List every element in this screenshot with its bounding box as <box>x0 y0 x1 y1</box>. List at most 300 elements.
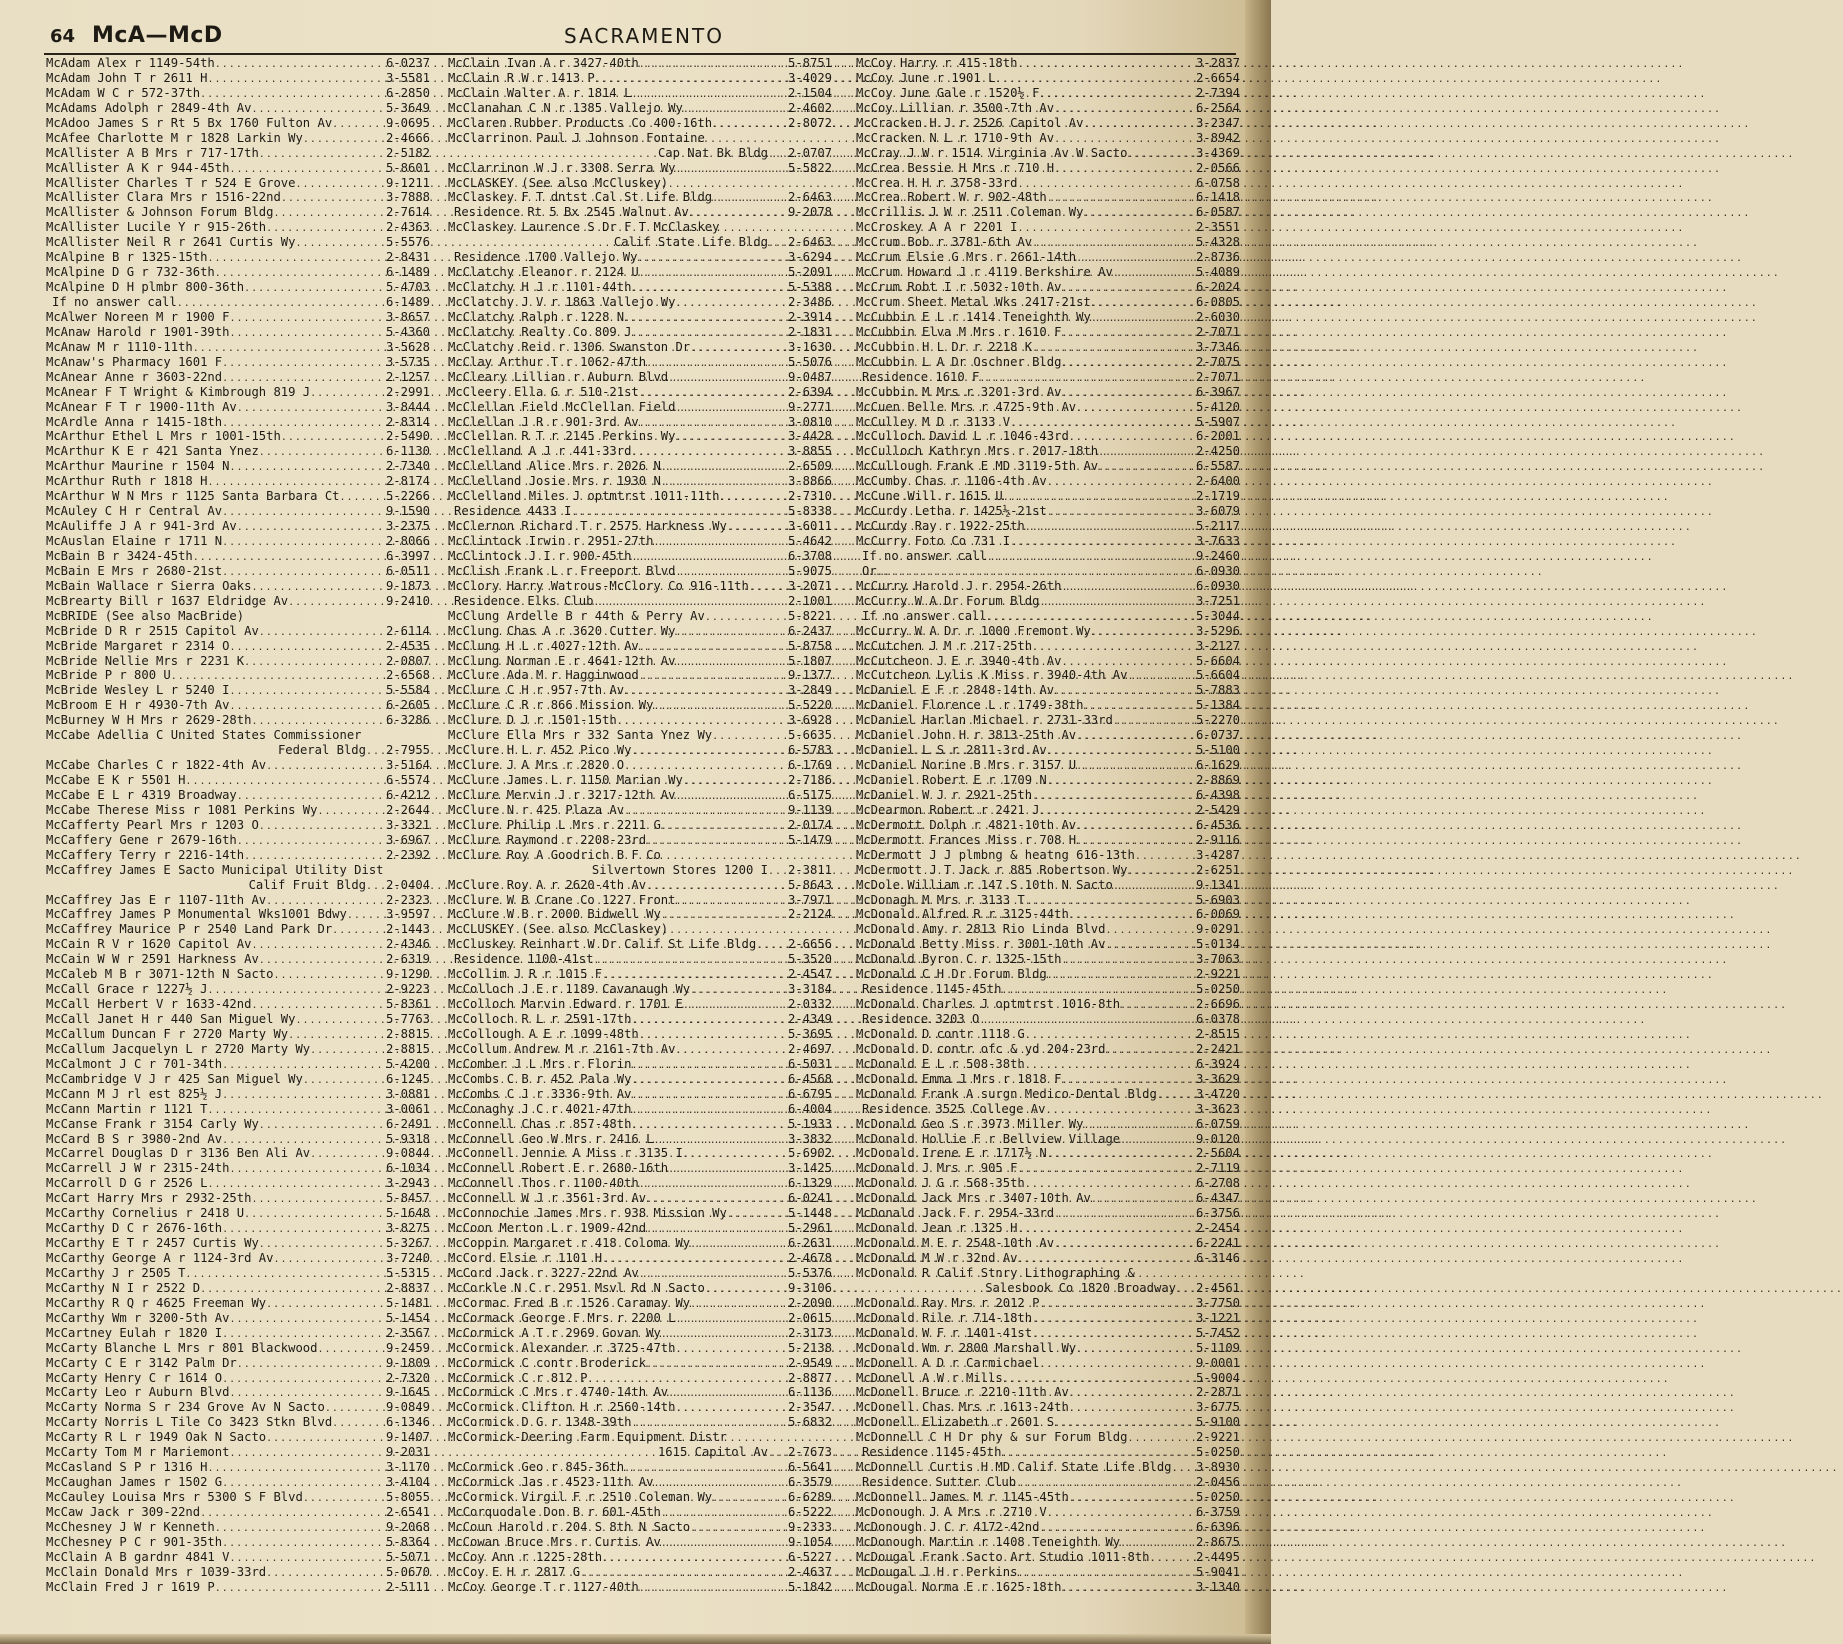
phone-number: 2-7186 <box>787 773 832 787</box>
listing-name: McClain Fred J r 1619 P <box>46 1579 215 1594</box>
leader-dots <box>690 1238 782 1253</box>
phone-number: 6-0805 <box>1195 295 1240 309</box>
listing-entry <box>856 1445 1240 1460</box>
leader-dots <box>1047 476 1190 491</box>
phone-number: 9-3106 <box>787 1280 832 1295</box>
phone-number: 6-6396 <box>1195 1519 1240 1534</box>
listing-entry <box>856 400 1240 415</box>
listing-name: McDaniel Florence L r 1749-38th <box>856 698 1084 713</box>
listing-entry <box>448 878 832 893</box>
phone-number: 2-3173 <box>787 1325 832 1340</box>
listing-entry <box>46 848 430 863</box>
phone-number: 6-4347 <box>1195 1191 1240 1206</box>
leader-dots <box>222 536 380 551</box>
listing-entry <box>46 1132 430 1147</box>
listing-entry <box>856 654 1240 669</box>
phone-number: 2-2991 <box>385 384 430 399</box>
listing-name: McCarty C E r 3142 Palm Dr <box>46 1355 237 1370</box>
leader-dots <box>1017 222 1190 237</box>
listing-name: McCallum Jacquelyn L r 2720 Marty Wy <box>46 1041 311 1056</box>
phone-number: 2-4547 <box>787 967 832 982</box>
phone-number: 5-5576 <box>385 235 430 250</box>
leader-dots <box>661 1537 782 1552</box>
phone-number: 6-1418 <box>1195 190 1240 205</box>
listing-name: McDonnell James M r 1145-45th <box>856 1490 1069 1504</box>
listing-entry <box>448 1146 832 1161</box>
directory-column-3 <box>856 56 1240 1595</box>
listing-entry <box>46 504 430 519</box>
phone-number: 3-3184 <box>787 982 832 997</box>
listing-entry <box>46 534 430 549</box>
phone-number: 2-6654 <box>1195 70 1240 85</box>
listing-name: McCarty Norris L Tile Co 3423 Stkn Blvd <box>46 1415 333 1430</box>
listing-entry <box>448 250 832 265</box>
listing-entry <box>448 1117 832 1132</box>
phone-number: 3-7251 <box>1195 593 1240 608</box>
leader-dots <box>631 1089 782 1104</box>
phone-number: 6-3579 <box>787 1475 832 1490</box>
listing-entry <box>448 788 832 803</box>
listing-entry <box>856 713 1240 728</box>
listing-name: McAllister A K r 944-45th <box>46 160 230 175</box>
listing-entry <box>46 1490 430 1505</box>
listing-entry <box>856 190 1240 205</box>
leader-dots <box>646 1358 782 1373</box>
leader-dots <box>1061 954 1190 969</box>
phone-number: 5-8221 <box>787 608 832 623</box>
listing-name: McCoy Ann r 1225-28th <box>448 1549 603 1564</box>
phone-number: 6-1769 <box>787 758 832 773</box>
listing-entry <box>448 579 832 594</box>
phone-number: 5-2266 <box>385 489 430 504</box>
listing-entry <box>856 250 1240 265</box>
listing-entry <box>46 1505 430 1520</box>
phone-number: 6-2437 <box>787 623 832 638</box>
listing-entry <box>46 1430 430 1445</box>
listing-entry <box>856 1550 1240 1565</box>
phone-number: 2-3486 <box>787 295 832 309</box>
listing-name: McDaniel L S r 2811-3rd Av <box>856 743 1047 758</box>
phone-number: 5-6903 <box>1195 892 1240 907</box>
leader-dots <box>1039 596 1190 611</box>
listing-entry <box>448 340 832 355</box>
listing-name: McCaffrey Maurice P r 2540 Land Park Dr <box>46 922 333 937</box>
phone-number: 2-8515 <box>1195 1026 1240 1041</box>
listing-name: McChesney P C r 901-35th <box>46 1534 223 1549</box>
listing-entry <box>448 818 832 833</box>
leader-dots <box>1120 1134 1190 1149</box>
listing-name: McDougal Frank Sacto Art Studio 1011-8th <box>856 1549 1150 1564</box>
phone-number: 5-8643 <box>787 877 832 892</box>
listing-name: McCarthy E T r 2457 Curtis Wy <box>46 1236 259 1251</box>
listing-entry <box>856 1341 1240 1356</box>
listing-name: McCLUSKEY (See also McClaskey) <box>448 922 669 937</box>
phone-number: 2-8815 <box>385 1041 430 1056</box>
listing-entry <box>856 1072 1240 1087</box>
listing-name: McClure Philip L Mrs r 2211 G <box>448 817 661 832</box>
listing-name: McClatchy Eleanor r 2124 U <box>448 265 639 280</box>
leader-dots <box>303 1074 380 1089</box>
listing-name: McArthur Ethel L Mrs r 1001-15th <box>46 429 281 444</box>
phone-number: 3-5296 <box>1195 623 1240 638</box>
listing-name: McChesney J W r Kenneth <box>46 1519 215 1534</box>
phone-number: 2-3914 <box>787 309 832 324</box>
listing-entry <box>448 1027 832 1042</box>
listing-entry <box>856 534 1240 549</box>
phone-number: 5-8364 <box>385 1534 430 1549</box>
listing-entry <box>46 1415 430 1430</box>
phone-number: 5-5315 <box>385 1265 430 1280</box>
listing-name: McCaffery Terry r 2216-14th <box>46 847 245 862</box>
listing-entry <box>856 1236 1240 1251</box>
listing-name: If no answer call <box>52 295 177 309</box>
listing-name: McDonell A D r Carmichael <box>856 1355 1040 1370</box>
listing-name: McBroom E H r 4930-7th Av <box>46 698 230 713</box>
listing-name: McCord Elsie r 1101 H <box>448 1251 603 1265</box>
listing-entry <box>448 1266 832 1281</box>
listing-name: McClatchy J V r 1863 Vallejo Wy <box>448 295 676 309</box>
listing-name: McClellan Field McClellan Field <box>448 399 676 414</box>
listing-name: McCubbin E L r 1414 Teneighth Wy <box>856 309 1091 324</box>
listing-name: McConnell Chas r 857-48th <box>448 1116 632 1131</box>
phone-number: 3-2375 <box>385 519 430 534</box>
listing-entry <box>448 504 832 519</box>
listing-entry <box>856 624 1240 639</box>
listing-entry <box>448 1251 832 1266</box>
phone-number: 9-2410 <box>385 593 430 608</box>
leader-dots <box>690 1298 782 1313</box>
listing-entry <box>448 773 832 788</box>
phone-number: 6-3286 <box>385 713 430 728</box>
phone-number: 3-5735 <box>385 354 430 369</box>
phone-number: 3-7063 <box>1195 952 1240 967</box>
phone-number: 3-5164 <box>385 758 430 773</box>
leader-dots <box>259 1119 380 1134</box>
listing-entry <box>856 1296 1240 1311</box>
listing-name: McClain Ivan A r 3427-40th <box>448 56 639 70</box>
phone-number: 2-8877 <box>787 1370 832 1385</box>
phone-number: 9-2460 <box>1195 548 1240 563</box>
listing-entry <box>856 161 1240 176</box>
leader-dots <box>244 1208 380 1223</box>
listing-name: McClellan R T r 2145 Perkins Wy <box>448 429 676 444</box>
listing-entry <box>46 773 430 788</box>
leader-dots <box>712 118 782 133</box>
listing-name: McCLASKEY (See also McCluskey) <box>448 175 669 190</box>
listing-name: Residence 1100-41st <box>454 952 594 967</box>
listing-entry <box>46 444 430 459</box>
phone-number: 5-0250 <box>1195 982 1240 997</box>
phone-number: 6-2850 <box>385 85 430 100</box>
phone-number: 2-2124 <box>787 907 832 922</box>
phone-number: 3-6928 <box>787 713 832 728</box>
listing-name: Residence Sutter Club <box>862 1475 1017 1490</box>
leader-dots <box>295 1014 380 1029</box>
listing-entry <box>46 489 430 504</box>
listing-name: McCarthy Wm r 3200-5th Av <box>46 1310 230 1325</box>
listing-name: McCrum Bob r 3781-6th Av <box>856 235 1033 250</box>
phone-number: 2-0707 <box>787 145 832 160</box>
phone-number: 6-1489 <box>385 265 430 280</box>
listing-name: McArthur W N Mrs r 1125 Santa Barbara Ct <box>46 489 340 504</box>
listing-name: McAllister Lucile Y r 915-26th <box>46 220 267 235</box>
phone-number: 2-6251 <box>1195 862 1240 877</box>
phone-number: 2-6656 <box>787 937 832 952</box>
page-bottom-edge <box>0 1634 1271 1644</box>
listing-name: McDonell Chas Mrs r 1613-24th <box>856 1400 1069 1415</box>
listing-entry <box>448 1176 832 1191</box>
phone-number: 6-0587 <box>1195 205 1240 220</box>
listing-name: McCarty Henry C r 1614 O <box>46 1370 223 1385</box>
phone-number: 2-1257 <box>385 369 430 384</box>
phone-number: 6-4004 <box>787 1101 832 1116</box>
listing-name: McDonald R Calif Stnry Lithographing & <box>856 1265 1135 1280</box>
phone-number: 2-8837 <box>385 1280 430 1295</box>
listing-entry <box>448 1445 832 1460</box>
leader-dots <box>1061 581 1190 596</box>
leader-dots <box>675 1402 782 1417</box>
listing-entry <box>448 1042 832 1057</box>
leader-dots <box>661 820 782 835</box>
listing-name: McCalmont J C r 701-34th <box>46 1056 223 1071</box>
phone-number: 6-1489 <box>385 295 430 309</box>
listing-name: McAnaw M r 1110-11th <box>46 339 193 354</box>
phone-number: 5-0670 <box>385 1564 430 1579</box>
phone-number: 3-7750 <box>1195 1295 1240 1310</box>
listing-entry <box>448 803 832 818</box>
leader-dots <box>229 685 380 700</box>
listing-entry <box>46 698 430 713</box>
listing-entry <box>46 235 430 250</box>
leader-dots <box>1076 402 1190 417</box>
leader-dots <box>251 1193 380 1208</box>
leader-dots <box>1054 1208 1190 1223</box>
listing-entry <box>856 101 1240 116</box>
phone-number: 9-1645 <box>385 1385 430 1400</box>
leader-dots <box>303 1492 380 1507</box>
listing-entry <box>46 549 430 564</box>
phone-number: 2-0332 <box>787 997 832 1012</box>
listing-entry <box>448 1191 832 1206</box>
phone-number: 2-3567 <box>385 1325 430 1340</box>
listing-entry <box>448 1221 832 1236</box>
leader-dots <box>229 641 380 656</box>
leader-dots <box>690 984 782 999</box>
listing-name: McDonald Jack Mrs r 3407-10th Av <box>856 1191 1091 1206</box>
listing-entry <box>448 325 832 340</box>
leader-dots <box>1098 461 1190 476</box>
listing-name: McDermott J T Jack r 885 Robertson Wy <box>856 862 1128 877</box>
listing-name: McAnear F T Wright & Kimbrough 819 J <box>46 384 311 399</box>
phone-number: 5-3649 <box>385 100 430 115</box>
listing-name: McAlpine D H plmbr 800-36th <box>46 280 245 295</box>
listing-entry <box>856 1102 1240 1117</box>
leader-dots <box>705 1283 782 1298</box>
listing-entry <box>448 400 832 415</box>
phone-number: 6-5641 <box>787 1460 832 1475</box>
phone-number: 3-6967 <box>385 832 430 847</box>
listing-entry <box>448 1311 832 1326</box>
leader-dots <box>295 178 380 193</box>
listing-name: McCartney Eulah r 1820 I <box>46 1325 223 1340</box>
leader-dots <box>1105 1044 1190 1059</box>
phone-number: 3-0881 <box>385 1086 430 1101</box>
phone-number: 2-9116 <box>1195 832 1240 847</box>
phone-number: 2-3547 <box>787 1400 832 1415</box>
listing-name: McCaffery Gene r 2679-16th <box>46 832 237 847</box>
listing-name: McCracken N L r 1710-9th Av <box>856 130 1055 145</box>
phone-number: 2-7310 <box>787 489 832 504</box>
phone-number: 2-4535 <box>385 638 430 653</box>
leader-dots <box>1128 865 1191 880</box>
leader-dots <box>768 1447 782 1462</box>
listing-entry <box>856 803 1240 818</box>
leader-dots <box>1091 1193 1190 1208</box>
leader-dots <box>1113 715 1190 730</box>
leader-dots <box>251 939 380 954</box>
listing-name: McCasland S P r 1316 H <box>46 1460 208 1475</box>
listing-entry <box>856 310 1240 325</box>
phone-number: 3-6079 <box>1195 504 1240 519</box>
listing-name: McDonald J Mrs r 905 F <box>856 1161 1018 1176</box>
listing-name: McClain Walter A r 1814 L <box>448 85 632 100</box>
phone-number: 9-1290 <box>385 967 430 982</box>
leader-dots <box>1176 1283 1190 1298</box>
phone-number: 6-1329 <box>787 1176 832 1191</box>
phone-number: 2-1001 <box>787 593 832 608</box>
phone-number: 2-5604 <box>1195 1146 1240 1161</box>
listing-name: McCubbin M Mrs r 3201-3rd Av <box>856 384 1062 399</box>
phone-number: 6-1034 <box>385 1161 430 1176</box>
listing-name: McCurry Harold J r 2954-26th <box>856 578 1062 593</box>
listing-name: Federal Bldg <box>277 743 366 758</box>
listing-entry <box>856 1042 1240 1057</box>
phone-number: 3-8942 <box>1195 130 1240 145</box>
phone-number: 6-2605 <box>385 698 430 713</box>
listing-entry <box>856 788 1240 803</box>
listing-name: Residence 1610 F <box>862 369 980 384</box>
listing-name: McComber J L Mrs r Florin <box>448 1056 632 1071</box>
listing-name: McClure James L r 1150 Marian Wy <box>448 773 683 787</box>
listing-entry <box>46 1296 430 1311</box>
listing-entry <box>448 1057 832 1072</box>
listing-name: McClure J A Mrs r 2820 O <box>448 758 625 773</box>
listing-entry <box>46 1341 430 1356</box>
listing-name: McDonald D contr ofc & yd 204-23rd <box>856 1041 1106 1056</box>
phone-number: 5-9318 <box>385 1131 430 1146</box>
listing-name: McDonell A W r Mills <box>856 1370 1003 1385</box>
listing-name: McCaleb M B r 3071-12th N Sacto <box>46 967 274 982</box>
phone-number: 5-1933 <box>787 1116 832 1131</box>
listing-name: McDaniel Norine B Mrs r 3157 U <box>856 758 1077 773</box>
listing-entry <box>46 1251 430 1266</box>
leader-dots <box>727 521 782 536</box>
listing-name: McCoy George T r 1127-40th <box>448 1579 639 1594</box>
phone-number: 5-3044 <box>1195 608 1240 623</box>
listing-name: McBurney W H Mrs r 2629-28th <box>46 713 252 728</box>
leader-dots <box>340 491 381 506</box>
listing-entry <box>856 429 1240 444</box>
listing-entry <box>856 355 1240 370</box>
listing-entry <box>448 1565 832 1580</box>
listing-name: McCaffrey James E Sacto Municipal Utility Dist <box>46 862 384 877</box>
listing-name: McDonell Elizabeth r 2601 S <box>856 1415 1055 1430</box>
leader-dots <box>653 536 782 551</box>
listing-entry <box>448 1281 832 1296</box>
listing-entry <box>448 474 832 489</box>
listing-entry <box>856 489 1240 504</box>
phone-number: 2-8431 <box>385 250 430 265</box>
leader-dots <box>1105 939 1190 954</box>
listing-name: McCarthy Cornelius r 2418 U <box>46 1206 245 1221</box>
listing-entry <box>46 967 430 982</box>
listing-entry <box>448 205 832 220</box>
leader-dots <box>712 192 782 207</box>
listing-name: Residence 3525 College Av <box>862 1101 1046 1116</box>
listing-name: McBride Wesley L r 5240 I <box>46 683 230 698</box>
listing-entry <box>856 1057 1240 1072</box>
phone-number: 6-5574 <box>385 773 430 787</box>
listing-entry <box>448 549 832 564</box>
leader-dots <box>237 402 380 417</box>
leader-dots <box>266 760 380 775</box>
listing-entry <box>856 131 1240 146</box>
listing-name: Residence 1145-45th <box>862 982 1002 997</box>
phone-number: 5-8758 <box>787 638 832 653</box>
phone-number: 2-3811 <box>787 862 832 877</box>
phone-number: 6-0930 <box>1195 578 1240 593</box>
listing-entry <box>448 1550 832 1565</box>
phone-number: 2-8314 <box>385 414 430 429</box>
listing-entry <box>46 1206 430 1221</box>
listing-name: McClintock J I r 900-45th <box>448 548 632 563</box>
leader-dots <box>266 1432 380 1447</box>
listing-name: McClure C H r 957-7th Av <box>448 683 625 698</box>
listing-name: McCormick C contr Broderick <box>448 1355 647 1370</box>
leader-dots <box>244 656 380 671</box>
phone-number: 6-5031 <box>787 1056 832 1071</box>
listing-name: McConnochie James Mrs r 938 Mission Wy <box>448 1206 727 1221</box>
listing-name: McCrum Sheet Metal Wks 2417-21st <box>856 295 1091 309</box>
leader-dots <box>675 656 782 671</box>
phone-number: 2-0456 <box>1195 1475 1240 1490</box>
phone-number: 3-1425 <box>787 1161 832 1176</box>
phone-number: 2-7119 <box>1195 1161 1240 1176</box>
listing-entry <box>448 1520 832 1535</box>
listing-name: McCabe E K r 5501 H <box>46 773 186 787</box>
listing-name: McDonald Jack F r 2954-33rd <box>856 1206 1055 1221</box>
listing-name: McCafferty Pearl Mrs r 1203 O <box>46 817 259 832</box>
listing-entry <box>46 564 430 579</box>
listing-name: McCoy Lillian r 3500-7th Av <box>856 100 1055 115</box>
leader-dots <box>266 1567 380 1582</box>
phone-number: 2-5429 <box>1195 802 1240 817</box>
phone-number: 2-6463 <box>787 235 832 250</box>
phone-number: 6-3708 <box>787 548 832 563</box>
listing-entry <box>46 340 430 355</box>
listing-name: McCormick C r 812 P <box>448 1370 588 1385</box>
listing-name: McClatchy Reid r 1306 Swanston Dr <box>448 339 691 354</box>
phone-number: 2-1504 <box>787 85 832 100</box>
listing-entry <box>856 878 1240 893</box>
phone-number: 6-2708 <box>1195 1176 1240 1191</box>
listing-name: McCurry Foto Co 731 I <box>856 534 1011 548</box>
listing-name: McClain Donald Mrs r 1039-33rd <box>46 1564 267 1579</box>
listing-name: McDonald Ray Mrs r 2012 P <box>856 1295 1040 1310</box>
listing-name: McDearmon Robert r 2421 J <box>856 802 1040 817</box>
listing-entry <box>46 190 430 205</box>
leader-dots <box>207 1462 380 1477</box>
